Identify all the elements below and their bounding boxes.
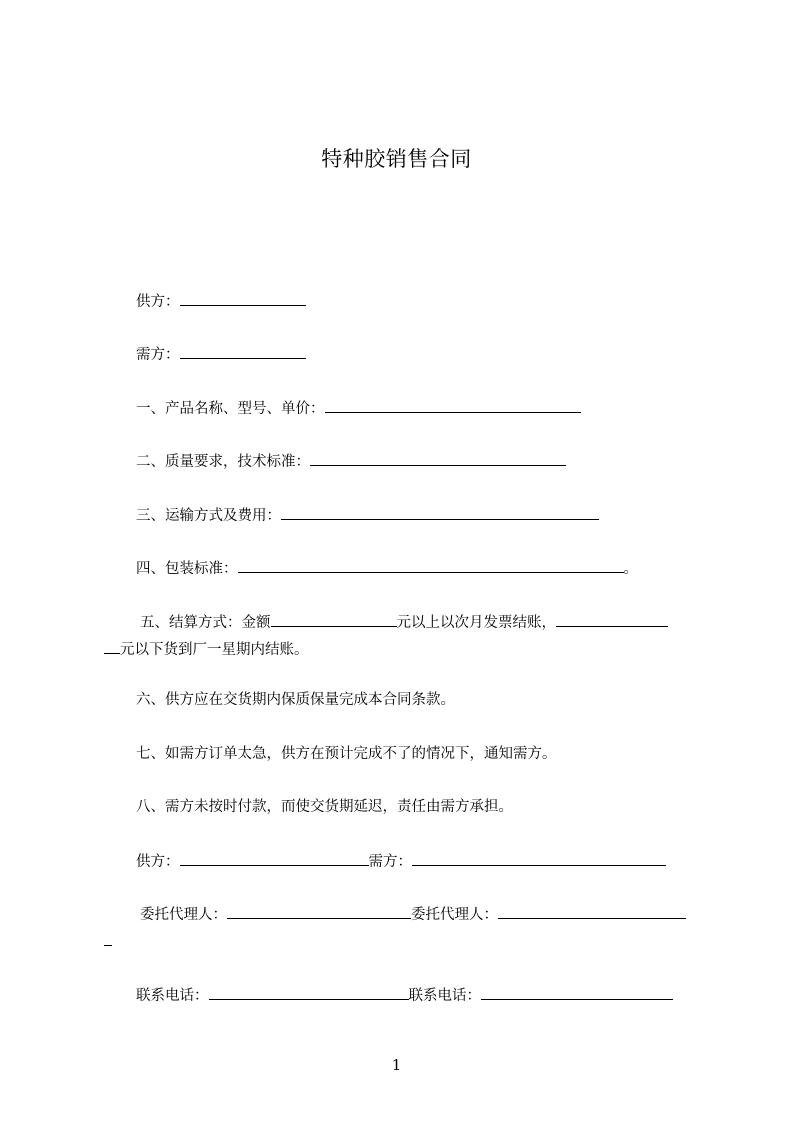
phone-line (136, 985, 673, 1006)
sign-supplier-blank[interactable] (180, 851, 369, 866)
agent-blank-2-tail[interactable] (104, 931, 112, 946)
agent-label-1: 委托代理人： (140, 907, 227, 923)
page-number: 1 (391, 1056, 402, 1074)
document-title: 特种胶销售合同 (321, 147, 472, 171)
supplier-line (136, 291, 306, 312)
clause-2 (136, 451, 566, 472)
supplier-blank[interactable] (180, 291, 306, 306)
clause-4-end: 。 (623, 561, 638, 577)
agent-label-2: 委托代理人： (411, 907, 498, 923)
clause-5-mid: 元以上以次月发票结账， (396, 615, 556, 631)
agent-blank-1[interactable] (227, 904, 411, 919)
clause-2-label: 二、质量要求，技术标准： (136, 454, 310, 470)
agent-line-continued (104, 931, 112, 952)
clause-3-label: 三、运输方式及费用： (136, 508, 281, 524)
clause-3 (136, 505, 599, 526)
amount-blank-2-tail[interactable] (104, 639, 120, 654)
clause-1 (136, 398, 581, 419)
clause-5-continued (104, 639, 309, 660)
phone-blank-2[interactable] (481, 985, 673, 1000)
buyer-blank[interactable] (180, 344, 306, 359)
clause-4 (136, 558, 638, 579)
product-blank[interactable] (325, 398, 581, 413)
quality-blank[interactable] (310, 451, 566, 466)
clause-7: 七、如需方订单太急，供方在预计完成不了的情况下，通知需方。 (136, 746, 557, 762)
clause-6: 六、供方应在交货期内保质保量完成本合同条款。 (136, 692, 455, 708)
clause-5 (140, 612, 668, 633)
transport-blank[interactable] (281, 505, 599, 520)
buyer-line (136, 344, 306, 365)
agent-blank-2[interactable] (498, 904, 686, 919)
amount-blank[interactable] (271, 612, 397, 627)
buyer-label: 需方： (136, 347, 180, 363)
supplier-label: 供方： (136, 294, 180, 310)
amount-blank-2[interactable] (556, 612, 668, 627)
signature-line (136, 851, 666, 872)
agent-line (140, 904, 686, 925)
clause-1-label: 一、产品名称、型号、单价： (136, 401, 325, 417)
sign-supplier-label: 供方： (136, 854, 180, 870)
clause-5-cont: 元以下货到厂一星期内结账。 (120, 642, 309, 658)
sign-buyer-label: 需方： (368, 854, 412, 870)
packaging-blank[interactable] (238, 558, 624, 573)
phone-blank-1[interactable] (209, 985, 409, 1000)
clause-5-label: 五、结算方式：金额 (140, 615, 271, 631)
clause-4-label: 四、包装标准： (136, 561, 238, 577)
phone-label-2: 联系电话： (408, 988, 481, 1004)
clause-8: 八、需方未按时付款，而使交货期延迟，责任由需方承担。 (136, 799, 513, 815)
sign-buyer-blank[interactable] (412, 851, 666, 866)
phone-label-1: 联系电话： (136, 988, 209, 1004)
